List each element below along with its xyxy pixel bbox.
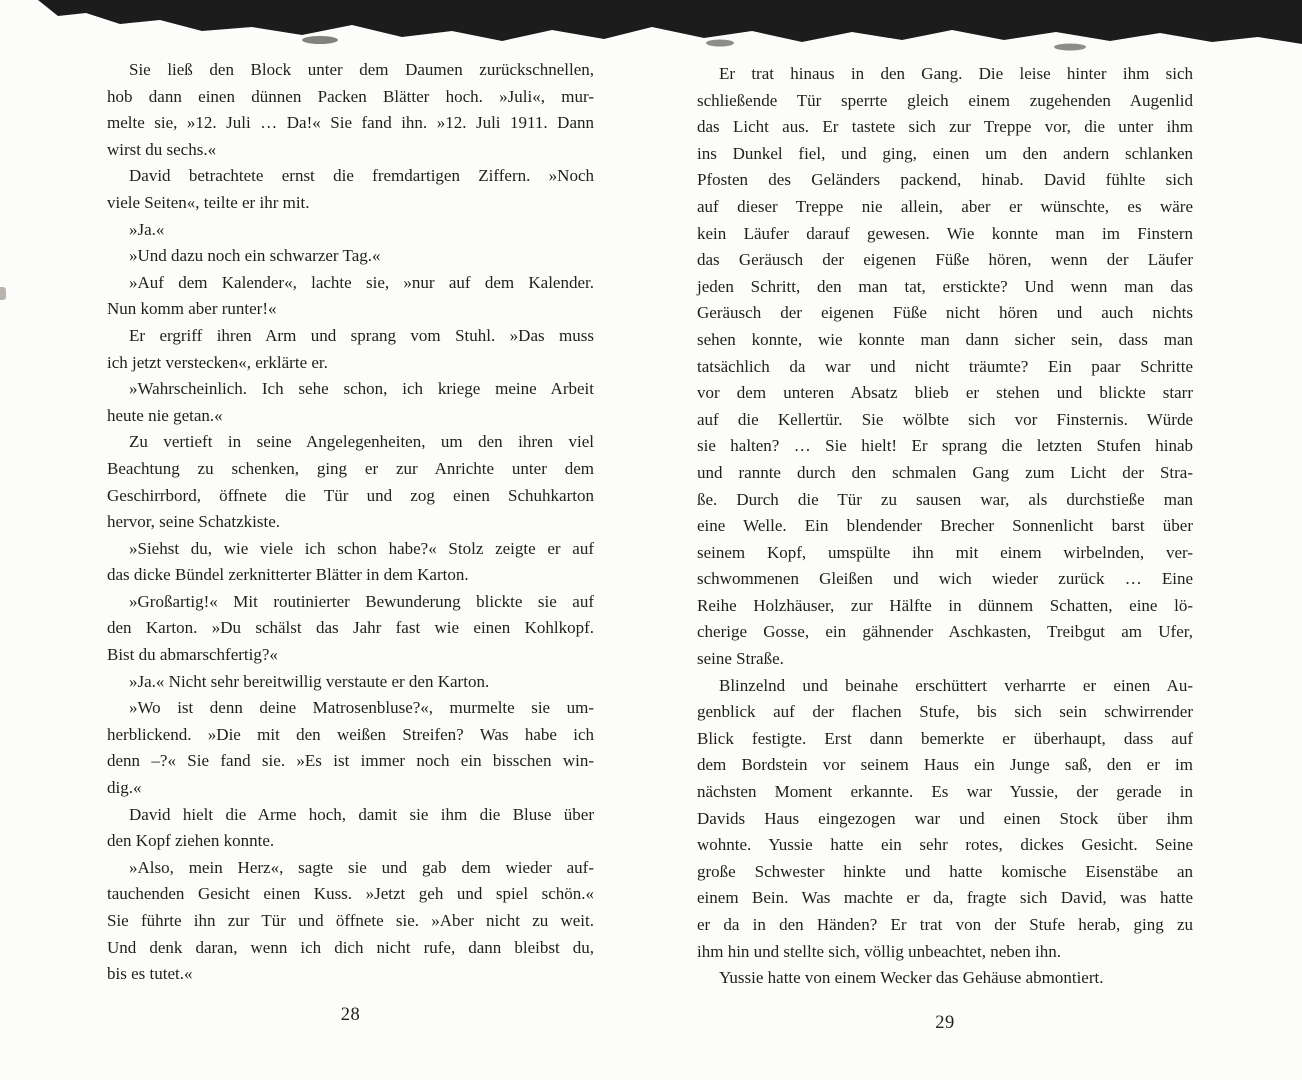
text-line: und rannte durch den schmalen Gang zum Licht der Stra- bbox=[697, 462, 1193, 482]
text-line: sehen konnte, wie konnte man dann sicher sein, dass man bbox=[697, 329, 1193, 349]
scan-blotch bbox=[1054, 44, 1086, 51]
text-line: dig.« bbox=[107, 778, 142, 798]
text-line: ins Dunkel fiel, und ging, einen um den andern schlanken bbox=[697, 143, 1193, 163]
paragraph bbox=[107, 695, 594, 801]
paragraph bbox=[107, 243, 594, 270]
text-line: Beachtung zu schenken, ging er zur Anrichte unter dem bbox=[107, 458, 594, 478]
text-line: wohnte. Yussie hatte ein sehr rotes, dickes Gesicht. Seine bbox=[697, 835, 1193, 855]
page-body bbox=[107, 57, 594, 988]
paragraph bbox=[107, 376, 594, 429]
paragraph bbox=[697, 673, 1193, 966]
text-line: Und denk daran, wenn ich dich nicht rufe, dann bleibst du, bbox=[107, 937, 594, 957]
text-line: den Karton. »Du schälst das Jahr fast wie einen Kohlkopf. bbox=[107, 618, 594, 638]
text-line: nächsten Moment erkannte. Es war Yussie, der gerade in bbox=[697, 782, 1193, 802]
text-line: bis es tutet.« bbox=[107, 964, 193, 984]
text-line: auf die Kellertür. Sie wölbte sich vor Finsternis. Würde bbox=[697, 409, 1193, 429]
paragraph bbox=[107, 589, 594, 669]
text-line: hob dann einen dünnen Packen Blätter hoch. »Juli«, mur- bbox=[107, 86, 594, 106]
paragraph bbox=[107, 669, 594, 696]
text-line: große Schwester hinkte und hatte komische Eisenstäbe an bbox=[697, 861, 1193, 881]
text-line: Sie ließ den Block unter dem Daumen zurückschnellen, bbox=[129, 60, 594, 79]
text-line: Reihe Holzhäuser, zur Hälfte in dünnem Schatten, eine lö- bbox=[697, 595, 1193, 615]
text-line: »Auf dem Kalender«, lachte sie, »nur auf dem Kalender. bbox=[129, 272, 594, 292]
text-line: David hielt die Arme hoch, damit sie ihm die Bluse über bbox=[129, 804, 594, 824]
text-line: David betrachtete ernst die fremdartigen Ziffern. »Noch bbox=[129, 166, 594, 186]
text-line: auf dieser Treppe nie allein, aber er wünschte, es wäre bbox=[697, 196, 1193, 216]
text-line: sie halten? … Sie hielt! Er sprang die letzten Stufen hinab bbox=[697, 436, 1193, 456]
text-line: tauchenden Gesicht einen Kuss. »Jetzt geh und spiel schön.« bbox=[107, 884, 594, 904]
text-line: tatsächlich da war und nicht träumte? Ein paar Schritte bbox=[697, 356, 1193, 376]
text-line: wirst du sechs.« bbox=[107, 139, 217, 159]
text-line: schließende Tür sperrte gleich einem zugehenden Augenlid bbox=[697, 90, 1193, 110]
text-line: Geschirrbord, öffnete die Tür und zog einen Schuhkarton bbox=[107, 485, 594, 505]
scan-edge-band bbox=[0, 0, 1302, 60]
text-line: Bist du abmarschfertig?« bbox=[107, 645, 278, 665]
text-line: heute nie getan.« bbox=[107, 405, 223, 425]
text-line: »Siehst du, wie viele ich schon habe?« Stolz zeigte er auf bbox=[129, 538, 594, 558]
text-line: Nun komm aber runter!« bbox=[107, 299, 277, 319]
paragraph bbox=[107, 217, 594, 244]
page-right bbox=[697, 61, 1193, 1034]
text-line: er da in den Händen? Er trat von der Stufe herab, ging zu bbox=[697, 915, 1193, 934]
text-line: das dicke Bündel zerknitterter Blätter in dem Karton. bbox=[107, 565, 469, 585]
text-line: »Also, mein Herz«, sagte sie und gab dem wieder auf- bbox=[129, 857, 594, 877]
text-line: Er ergriff ihren Arm und sprang vom Stuhl. »Das muss bbox=[129, 325, 594, 345]
text-line: »Ja.« bbox=[129, 219, 165, 239]
text-line: das Licht aus. Er tastete sich zur Treppe vor, die unter ihm bbox=[697, 117, 1193, 137]
text-line: genblick auf der flachen Stufe, bis sich sein schwirrender bbox=[697, 702, 1193, 722]
page-number: 28 bbox=[340, 1004, 361, 1025]
paragraph bbox=[107, 536, 594, 589]
paragraph bbox=[107, 57, 594, 163]
paragraph bbox=[697, 965, 1193, 992]
text-line: Er trat hinaus in den Gang. Die leise hinter ihm sich bbox=[719, 64, 1193, 83]
scan-blotch bbox=[302, 36, 338, 44]
text-line: seine Straße. bbox=[697, 649, 784, 669]
text-line: »Wo ist denn deine Matrosenbluse?«, murmelte sie um- bbox=[129, 698, 594, 718]
text-line: Blinzelnd und beinahe erschüttert verharrte er einen Au- bbox=[719, 675, 1193, 695]
text-line: Sie führte ihn zur Tür und öffnete sie. »Aber nicht zu weit. bbox=[107, 911, 594, 930]
paragraph bbox=[107, 855, 594, 988]
text-line: herblickend. »Die mit den weißen Streifen? Was habe ich bbox=[107, 724, 594, 744]
text-line: Davids Haus eingezogen war und einen Stock über ihm bbox=[697, 808, 1193, 828]
paragraph bbox=[107, 802, 594, 855]
text-line: Pfosten des Geländers packend, hinab. David fühlte sich bbox=[697, 170, 1193, 190]
paragraph bbox=[107, 323, 594, 376]
text-line: den Kopf ziehen konnte. bbox=[107, 831, 275, 851]
text-line: hervor, seine Schatzkiste. bbox=[107, 512, 281, 532]
text-line: vor dem unteren Absatz blieb er stehen und blickte starr bbox=[697, 383, 1193, 403]
text-line: »Ja.« Nicht sehr bereitwillig verstaute er den Karton. bbox=[129, 671, 490, 691]
text-line: denn –?« Sie fand sie. »Es ist immer noch ein bisschen win- bbox=[107, 751, 594, 771]
scan-speck bbox=[0, 287, 6, 300]
text-line: das Geräusch der eigenen Füße hören, wenn der Läufer bbox=[697, 250, 1193, 270]
paragraph bbox=[107, 270, 594, 323]
text-line: kein Läufer darauf gewesen. Wie konnte man im Finstern bbox=[697, 223, 1193, 243]
paragraph bbox=[107, 163, 594, 216]
text-line: viele Seiten«, teilte er ihr mit. bbox=[107, 192, 310, 212]
text-line: seinem Kopf, umspülte ihn mit einem wirbelnden, ver- bbox=[697, 542, 1193, 562]
text-line: Blick festigte. Erst dann bemerkte er überhaupt, dass auf bbox=[697, 728, 1193, 748]
page-body bbox=[697, 61, 1193, 992]
scan-blotch bbox=[706, 40, 734, 47]
text-line: »Großartig!« Mit routinierter Bewunderung blickte sie auf bbox=[129, 591, 594, 611]
text-line: ihm hin und stellte sich, völlig unbeachtet, neben ihn. bbox=[697, 941, 1062, 961]
text-line: »Und dazu noch ein schwarzer Tag.« bbox=[129, 246, 381, 266]
text-line: melte sie, »12. Juli … Da!« Sie fand ihn. »12. Juli 1911. Dann bbox=[107, 113, 594, 133]
page-left bbox=[107, 57, 594, 1026]
text-line: ße. Durch die Tür zu sausen war, als durchstieße man bbox=[697, 489, 1193, 509]
text-line: jeden Schritt, den man tat, erstickte? Und wenn man das bbox=[697, 276, 1193, 296]
text-line: dem Bordstein vor seinem Haus ein Junge saß, den er im bbox=[697, 755, 1193, 775]
scan-edge-shape bbox=[38, 0, 1302, 44]
paragraph bbox=[697, 61, 1193, 673]
text-line: einem Bein. Was machte er da, fragte sich David, was hatte bbox=[697, 888, 1193, 908]
text-line: cherige Gosse, ein gähnender Aschkasten, Treibgut am Ufer, bbox=[697, 622, 1193, 642]
text-line: Zu vertieft in seine Angelegenheiten, um den ihren viel bbox=[129, 432, 594, 452]
text-line: eine Welle. Ein blendender Brecher Sonnenlicht barst über bbox=[697, 516, 1193, 536]
text-line: Geräusch der eigenen Füße nicht hören und auch nichts bbox=[697, 303, 1193, 323]
text-line: ich jetzt verstecken«, erklärte er. bbox=[107, 352, 328, 372]
text-line: »Wahrscheinlich. Ich sehe schon, ich kriege meine Arbeit bbox=[129, 379, 594, 399]
paragraph bbox=[107, 429, 594, 535]
page-number: 29 bbox=[935, 1012, 955, 1033]
text-line: schwommenen Gleißen und wich wieder zurück … Eine bbox=[697, 569, 1193, 589]
text-line: Yussie hatte von einem Wecker das Gehäuse abmontiert. bbox=[719, 968, 1104, 988]
